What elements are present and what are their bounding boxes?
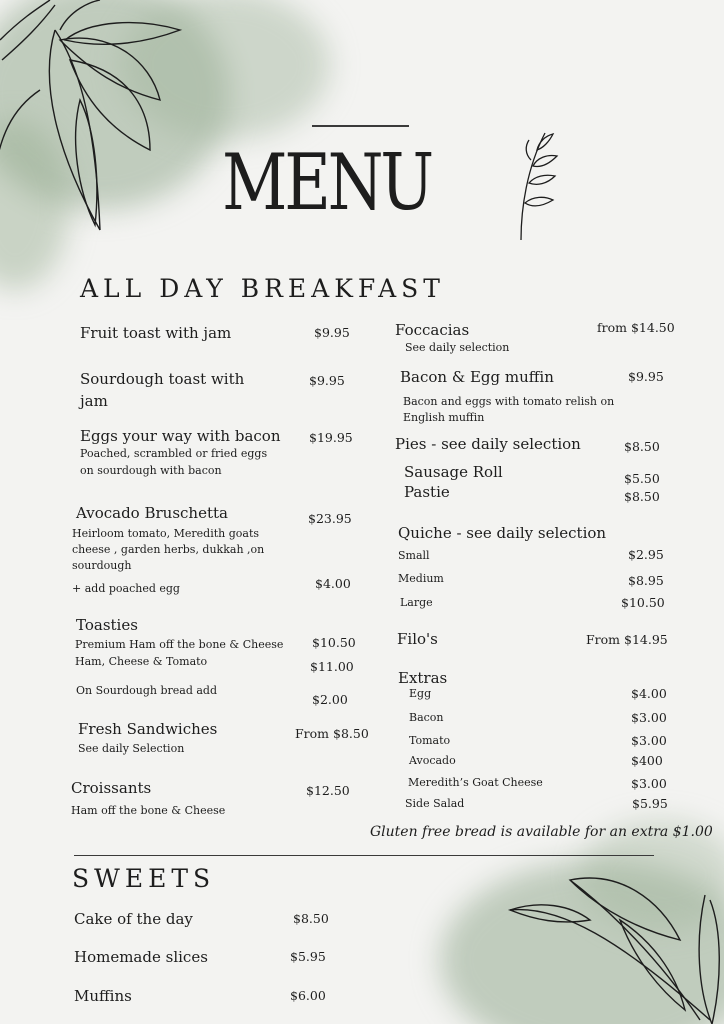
menu-item-name: Fresh Sandwiches bbox=[78, 720, 218, 738]
menu-subitem-price: $11.00 bbox=[310, 659, 354, 674]
sweets-item-name: Homemade slices bbox=[74, 948, 208, 966]
leaf-branch-icon bbox=[500, 860, 724, 1024]
menu-item-price: $9.95 bbox=[309, 373, 345, 388]
extras-item-label: Avocado bbox=[409, 754, 456, 767]
menu-item-name: Sourdough toast with bbox=[80, 370, 245, 388]
sweets-item-name: Muffins bbox=[74, 987, 132, 1005]
menu-item-price: $23.95 bbox=[308, 511, 352, 526]
menu-item-name: Extras bbox=[398, 669, 448, 687]
extras-item-label: Tomato bbox=[409, 734, 451, 747]
menu-subitem-price: $5.50 bbox=[624, 471, 660, 486]
extras-item-label: Meredith’s Goat Cheese bbox=[408, 776, 543, 789]
quiche-size-label: Small bbox=[398, 549, 430, 562]
menu-item-price: From $14.95 bbox=[586, 632, 668, 647]
quiche-size-price: $2.95 bbox=[628, 547, 664, 562]
quiche-size-price: $8.95 bbox=[628, 573, 664, 588]
quiche-size-label: Medium bbox=[398, 572, 444, 585]
title-divider bbox=[312, 125, 409, 127]
extras-item-label: Egg bbox=[409, 687, 432, 700]
menu-item-description: See daily Selection bbox=[78, 742, 185, 755]
menu-item-name: jam bbox=[80, 392, 108, 410]
menu-item-price: From $8.50 bbox=[295, 726, 369, 741]
menu-subitem-name: Ham, Cheese & Tomato bbox=[75, 655, 208, 668]
menu-item-name: Foccacias bbox=[395, 321, 470, 339]
menu-item-description: Poached, scrambled or fried eggs bbox=[80, 447, 268, 460]
menu-item-addon: + add poached egg bbox=[72, 582, 180, 595]
menu-item-name: Bacon & Egg muffin bbox=[400, 368, 554, 386]
menu-subitem-price: $10.50 bbox=[312, 635, 356, 650]
menu-subitem-name: Premium Ham off the bone & Cheese bbox=[75, 638, 284, 651]
menu-item-name: Fruit toast with jam bbox=[80, 324, 232, 342]
menu-item-price: $9.95 bbox=[314, 325, 350, 340]
menu-item-price: $12.50 bbox=[306, 783, 350, 798]
menu-item-description: Heirloom tomato, Meredith goats bbox=[72, 527, 260, 540]
menu-subitem-name: On Sourdough bread add bbox=[76, 684, 218, 697]
menu-item-name: Avocado Bruschetta bbox=[76, 504, 228, 522]
sweets-item-name: Cake of the day bbox=[74, 910, 193, 928]
menu-item-price: from $14.50 bbox=[597, 320, 675, 335]
menu-item-name: Filo's bbox=[397, 630, 438, 648]
section-heading-sweets: SWEETS bbox=[72, 864, 216, 893]
section-divider bbox=[74, 855, 654, 856]
menu-item-name: Croissants bbox=[71, 779, 152, 797]
menu-subitem-price: $8.50 bbox=[624, 489, 660, 504]
extras-item-price: $4.00 bbox=[631, 686, 667, 701]
quiche-size-price: $10.50 bbox=[621, 595, 665, 610]
menu-item-description: English muffin bbox=[403, 411, 485, 424]
gluten-free-note: Gluten free bread is available for an extra $1.00 bbox=[370, 824, 713, 840]
menu-item-description: cheese , garden herbs, dukkah ,on bbox=[72, 543, 265, 556]
extras-item-price: $3.00 bbox=[631, 733, 667, 748]
extras-item-label: Side Salad bbox=[405, 797, 465, 810]
menu-item-price: $8.50 bbox=[624, 439, 660, 454]
sweets-item-price: $6.00 bbox=[290, 988, 326, 1003]
menu-item-name: Toasties bbox=[76, 616, 138, 634]
menu-item-name: Quiche - see daily selection bbox=[398, 524, 607, 542]
menu-item-name: Pies - see daily selection bbox=[395, 435, 581, 453]
sweets-item-price: $5.95 bbox=[290, 949, 326, 964]
menu-item-price: $9.95 bbox=[628, 369, 664, 384]
extras-item-price: $3.00 bbox=[631, 710, 667, 725]
menu-item-description: Ham off the bone & Cheese bbox=[71, 804, 226, 817]
quiche-size-label: Large bbox=[400, 596, 433, 609]
menu-item-description: on sourdough with bacon bbox=[80, 464, 222, 477]
extras-item-price: $400 bbox=[631, 753, 663, 768]
menu-subitem-name: Sausage Roll bbox=[404, 463, 503, 481]
sweets-item-price: $8.50 bbox=[293, 911, 329, 926]
menu-item-name: Eggs your way with bacon bbox=[80, 427, 281, 445]
menu-item-description: sourdough bbox=[72, 559, 132, 572]
extras-item-label: Bacon bbox=[409, 711, 444, 724]
menu-item-price: $19.95 bbox=[309, 430, 353, 445]
section-heading-breakfast: ALL DAY BREAKFAST bbox=[80, 274, 445, 303]
sprig-icon bbox=[515, 128, 565, 243]
menu-subitem-name: Pastie bbox=[404, 483, 450, 501]
extras-item-price: $3.00 bbox=[631, 776, 667, 791]
page-title: MENU bbox=[222, 138, 431, 228]
menu-item-addon-price: $4.00 bbox=[315, 576, 351, 591]
leaf-branch-icon bbox=[0, 0, 200, 240]
menu-item-description: Bacon and eggs with tomato relish on bbox=[403, 395, 615, 408]
menu-subitem-price: $2.00 bbox=[312, 692, 348, 707]
extras-item-price: $5.95 bbox=[632, 796, 668, 811]
menu-item-description: See daily selection bbox=[405, 341, 510, 354]
